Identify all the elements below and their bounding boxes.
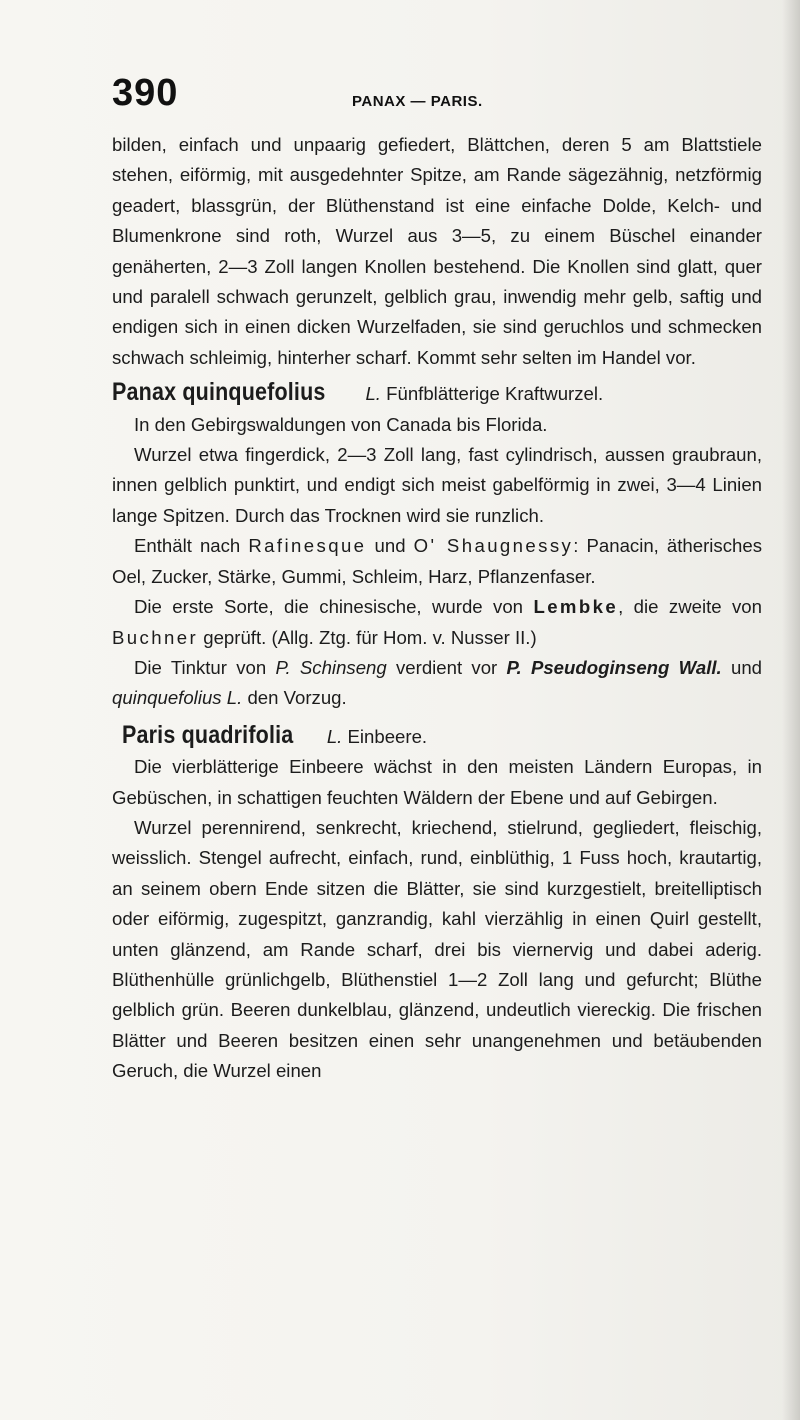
- panax-habitat: In den Gebirgswaldungen von Canada bis Florida.: [134, 413, 548, 435]
- panax-root: Wurzel etwa fingerdick, 2—3 Zoll lang, fast cylindrisch, aussen graubraun, innen gelblich punktirt, und endigt sich meist gabelförmig in zwei, 3—4 Linien lange Spitzen. Durch das Trocknen wird sie runzlich.: [112, 444, 762, 526]
- page-edge-shadow: [782, 0, 800, 1420]
- paris-habitat: Die vierblätterige Einbeere wächst in den meisten Ländern Europas, in Gebüschen, in schattigen feuchten Wäldern der Ebene und auf Gebirgen.: [112, 756, 762, 808]
- contents-and: und: [374, 535, 406, 557]
- testing-mid: , die zweite von: [618, 596, 762, 618]
- paris-entry-heading: [112, 720, 762, 752]
- author-rafinesque: Rafinesque: [248, 535, 367, 557]
- paris-latin-name: Paris quadrifolia: [122, 720, 294, 749]
- tincture-and: und: [730, 656, 763, 678]
- tincture-intro: Die Tinktur von: [134, 656, 267, 678]
- paris-description: Wurzel perennirend, senkrecht, kriechend, stielrund, gegliedert, fleischig, weisslich. Stengel aufrecht, einfach, rund, einblüthig, 1 Fuss hoch, krautartig, an seinem obern Ende sitzen die Blätter, sie sind kurzgestielt, breitelliptisch oder eiförmig, zugespitzt, ganzrandig, kahl vierzählig in einen Quirl gestellt, unten glänzend, am Rande scharf, drei bis viernervig und dabei aderig. Blüthenhülle grünlichgelb, Blüthenstiel 1—2 Zoll lang und gefurcht; Blüthe gelblich grün. Beeren dunkelblau, glänzend, undeutlich viereckig. Die frischen Blätter und Beeren besitzen einen sehr unangenehmen und betäubenden Geruch, die Wurzel einen: [112, 816, 762, 1082]
- author-buchner: Buchner: [112, 626, 199, 648]
- page-number: 390: [112, 72, 179, 114]
- testing-rest: geprüft. (Allg. Ztg. für Hom. v. Nusser II.): [203, 626, 537, 648]
- panax-testing: [112, 592, 762, 653]
- author-oshaugnessy: O' Shaugnessy: [413, 535, 574, 557]
- tincture-mid: verdient vor: [396, 656, 498, 678]
- running-head: PANAX — PARIS.: [352, 93, 483, 110]
- species-pseudoginseng: P. Pseudoginseng: [506, 656, 670, 678]
- tincture-rest: den Vorzug.: [247, 687, 347, 709]
- panax-author: L.: [365, 383, 381, 405]
- species-schinseng: P. Schinseng: [275, 656, 387, 678]
- intro-paragraph: bilden, einfach und unpaarig gefiedert, Blättchen, deren 5 am Blattstiele stehen, eiförmig, mit ausgedehnter Spitze, am Rande sägezähnig, netzförmig geadert, blassgrün, der Blüthenstand ist eine einfache Dolde, Kelch- und Blumenkrone sind roth, Wurzel aus 3—5, zu einem Büschel einander genäherten, 2—3 Zoll langen Knollen bestehend. Die Knollen sind glatt, quer und paralell schwach gerunzelt, gelblich grau, inwendig mehr gelb, saftig und endigen sich in einen dicken Wurzelfaden, sie sind geruchlos und schmecken schwach schleimig, hinterher scharf. Kommt sehr selten im Handel vor.: [112, 134, 762, 368]
- panax-common-name: Fünfblätterige Kraftwurzel.: [386, 383, 604, 405]
- author-lembke: Lembke: [533, 596, 619, 618]
- paris-common-name: Einbeere.: [347, 725, 428, 747]
- author-wall: Wall.: [678, 656, 722, 678]
- body-text: [112, 130, 762, 1087]
- panax-tincture: [112, 653, 762, 714]
- panax-contents: [112, 531, 762, 592]
- testing-intro: Die erste Sorte, die chinesische, wurde von: [134, 596, 524, 618]
- species-quinquefolius: quinquefolius L.: [112, 687, 243, 709]
- panax-latin-name: Panax quinquefolius: [112, 378, 326, 407]
- paris-author: L.: [326, 725, 343, 747]
- contents-intro: Enthält nach: [134, 535, 241, 557]
- contents-list: : Panacin, ätherisches Oel, Zucker, Stärke, Gummi, Schleim, Harz, Pflanzenfaser.: [112, 535, 762, 587]
- panax-entry-heading: [112, 377, 762, 409]
